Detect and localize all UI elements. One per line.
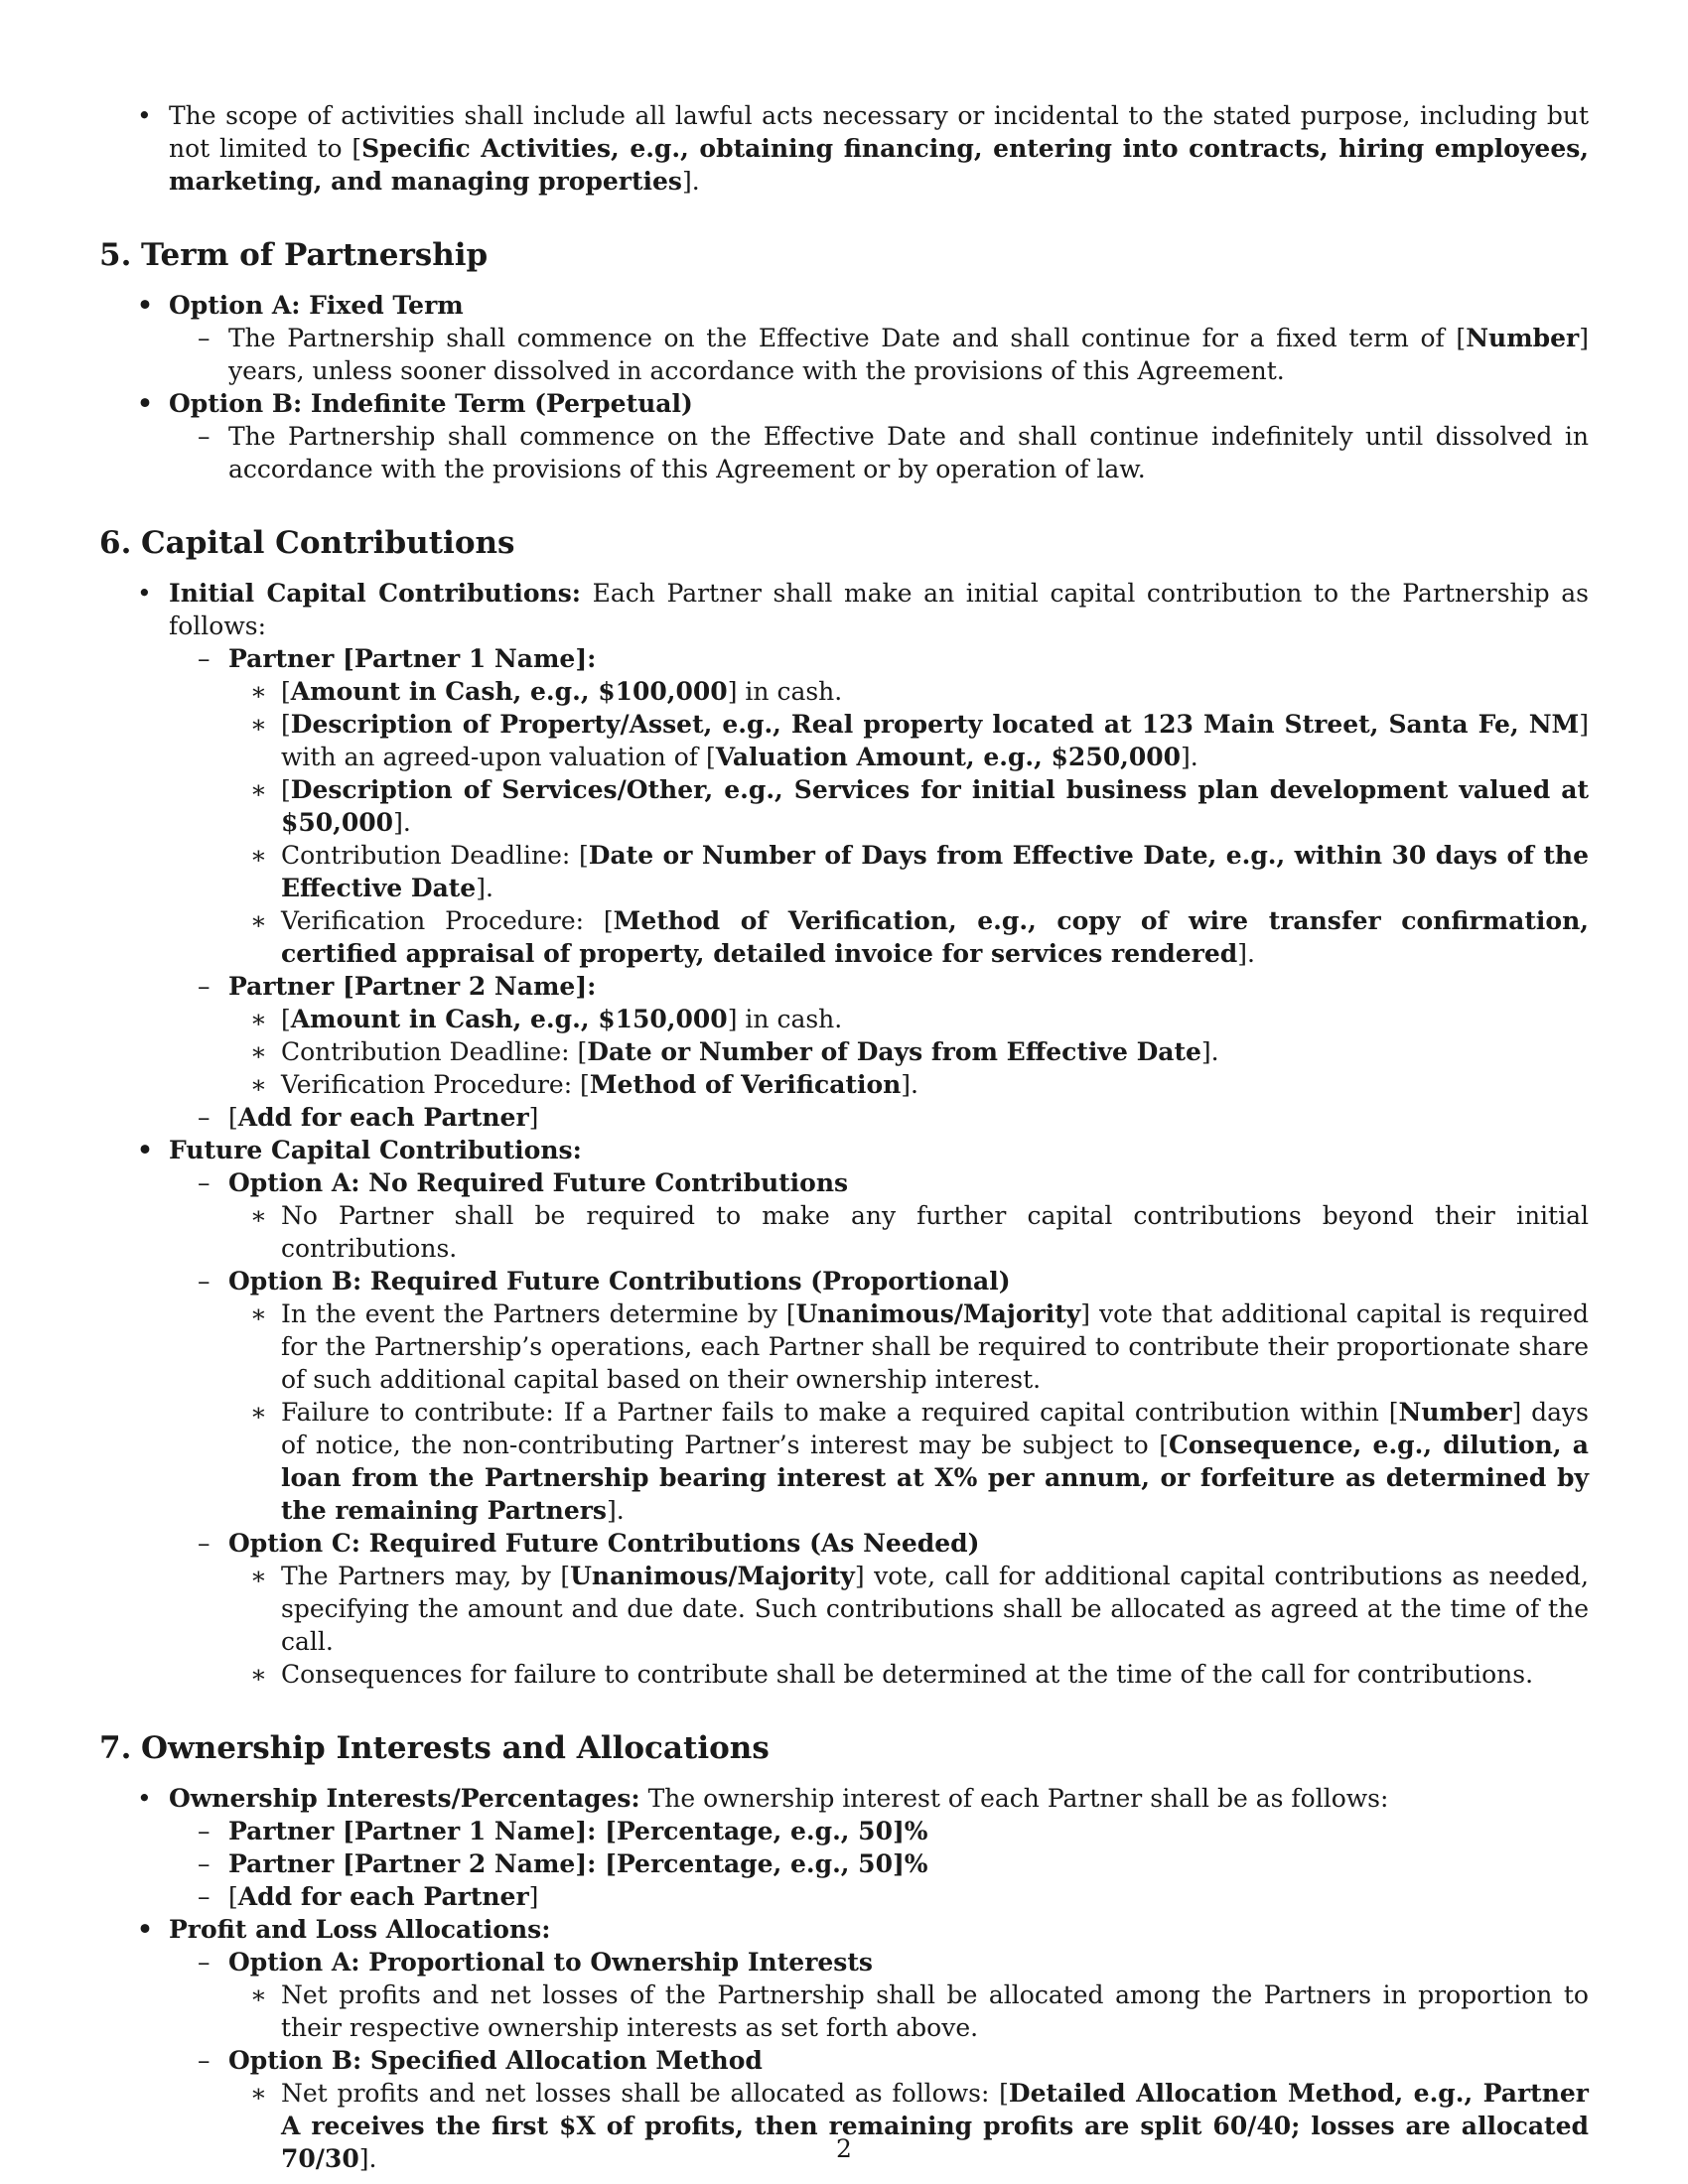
pl-option-b-text: ∗ Net profits and net losses shall be allocated as follows: [Detailed Allocation Method, e.g., Partner A receives the first $X of profits, then remaining profits are split 60/40; losses are allocated 70/30].: [250, 2079, 1589, 2173]
sec5-option-b-text: – The Partnership shall commence on the Effective Date and shall continue indefinitely until dissolved in accordance with the provisions of this Agreement or by operation of law.: [198, 422, 1589, 483]
partner-1-cash: ∗ [Amount in Cash, e.g., $100,000] in cash.: [250, 677, 843, 706]
pl-option-a: – Option A: Proportional to Ownership Interests: [198, 1948, 873, 1977]
initial-contributions: • Initial Capital Contributions: Each Partner shall make an initial capital contribution to the Partnership as follows:: [137, 579, 1589, 640]
partner-1-verification: ∗ Verification Procedure: [Method of Verification, e.g., copy of wire transfer confirmation, certified appraisal of property, detailed invoice for services rendered].: [250, 906, 1589, 968]
future-option-a-text: ∗ No Partner shall be required to make any further capital contributions beyond their initial contributions.: [250, 1201, 1589, 1263]
partner-2-cash: ∗ [Amount in Cash, e.g., $150,000] in cash.: [250, 1005, 843, 1033]
future-option-c-item-2: ∗ Consequences for failure to contribute shall be determined at the time of the call for contributions.: [250, 1660, 1534, 1689]
scope-bullet: • The scope of activities shall include all lawful acts necessary or incidental to the stated purpose, including but not limited to [Specific Activities, e.g., obtaining financing, entering into contracts, hiring employees, marketing, and managing properties].: [137, 101, 1590, 196]
pl-option-b: – Option B: Specified Allocation Method: [198, 2046, 763, 2075]
partner-1-property: ∗ [Description of Property/Asset, e.g., Real property located at 123 Main Street, Santa Fe, NM] with an agreed-upon valuation of [Valuation Amount, e.g., $250,000].: [250, 710, 1589, 771]
partner-1-services: ∗ [Description of Services/Other, e.g., Services for initial business plan development valued at $50,000].: [250, 775, 1589, 837]
partner-1-deadline: ∗ Contribution Deadline: [Date or Number of Days from Effective Date, e.g., within 30 days of the Effective Date].: [250, 841, 1589, 902]
document-page: [99, 99, 1589, 2175]
add-partner-line: – [Add for each Partner]: [198, 1103, 539, 1132]
partner-2-heading: – Partner [Partner 2 Name]:: [198, 972, 597, 1001]
section-5-heading: 5. Term of Partnership: [99, 237, 489, 273]
sec5-option-b: • Option B: Indefinite Term (Perpetual): [137, 389, 693, 418]
sec5-option-a: • Option A: Fixed Term: [137, 291, 464, 320]
pl-option-a-text: ∗ Net profits and net losses of the Partnership shall be allocated among the Partners in proportion to their respective ownership interests as set forth above.: [250, 1980, 1589, 2042]
section-6-heading: 6. Capital Contributions: [99, 525, 515, 561]
future-contributions: • Future Capital Contributions:: [137, 1136, 582, 1164]
future-option-c: – Option C: Required Future Contributions (As Needed): [198, 1529, 980, 1558]
ownership-add-partner: – [Add for each Partner]: [198, 1882, 539, 1911]
partner-1-heading: – Partner [Partner 1 Name]:: [198, 644, 597, 673]
section-7-heading: 7. Ownership Interests and Allocations: [99, 1730, 770, 1766]
sec5-option-a-text: – The Partnership shall commence on the Effective Date and shall continue for a fixed term of [Number] years, unless sooner dissolved in accordance with the provisions of this Agreement.: [198, 324, 1589, 385]
future-option-c-item-1: ∗ The Partners may, by [Unanimous/Majority] vote, call for additional capital contributions as needed, specifying the amount and due date. Such contributions shall be allocated as agreed at the time of the call.: [250, 1562, 1589, 1656]
future-option-b: – Option B: Required Future Contributions (Proportional): [198, 1267, 1011, 1296]
partner-2-verification: ∗ Verification Procedure: [Method of Verification].: [250, 1070, 918, 1099]
profit-loss-allocations: • Profit and Loss Allocations:: [137, 1915, 551, 1944]
ownership-partner-2: – Partner [Partner 2 Name]: [Percentage, e.g., 50]%: [198, 1849, 928, 1878]
ownership-partner-1: – Partner [Partner 1 Name]: [Percentage, e.g., 50]%: [198, 1817, 928, 1845]
bullet-marker: •: [137, 101, 152, 130]
partner-2-deadline: ∗ Contribution Deadline: [Date or Number of Days from Effective Date].: [250, 1037, 1219, 1066]
future-option-b-item-2: ∗ Failure to contribute: If a Partner fails to make a required capital contribution within [Number] days of notice, the non-contributing Partner’s interest may be subject to [Consequence, e.g., dilution, a loan from the Partnership bearing interest at X% per annum, or forfeiture as determined by the remaining Partners].: [250, 1398, 1589, 1525]
future-option-a: – Option A: No Required Future Contributions: [198, 1168, 849, 1197]
future-option-b-item-1: ∗ In the event the Partners determine by [Unanimous/Majority] vote that additional capital is required for the Partnership’s operations, each Partner shall be required to contribute their proportionate share of such additional capital based on their ownership interest.: [250, 1299, 1589, 1394]
ownership-interests: • Ownership Interests/Percentages: The ownership interest of each Partner shall be as follows:: [137, 1784, 1389, 1813]
page-number: 2: [836, 2134, 852, 2163]
